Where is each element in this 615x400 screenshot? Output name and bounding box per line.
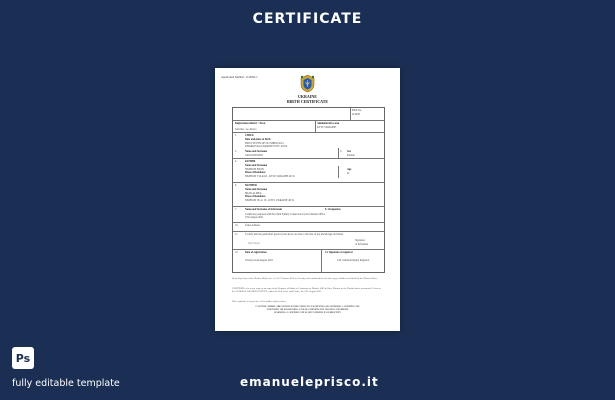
section-number: 7. [235,208,237,211]
footer-paragraph: In the Kyiv city of the Ukraine Birth (Act. 1) of 17 October 2014 on I certify and confirm this is the true copy of birth record held by the District Office. [232,277,378,280]
form-divider [233,231,384,232]
section-line: FIRST SEVEN OF OCTOBER 2014 [245,142,284,145]
registration-district-label: Registration district / Town [235,122,266,125]
form-divider [338,166,339,178]
website-label: emanueleprisco.it [240,375,379,389]
registrar-name: J.M. Sanchez Deputy Registrar [337,259,370,262]
section-heading: CHILD [245,134,254,137]
coat-of-arms-icon [299,74,316,93]
sex-label: Sex [347,150,351,153]
registrar-signature-label: 14. Signature of registrar [325,251,353,254]
section-line: 27th August 2021 [245,216,264,219]
footer-warning: WARNING: A CERTIFICATE IS NOT EVIDENCE OF IDENTITY [274,312,341,314]
section-heading: Name and Surname of Informant [245,208,283,211]
administrative-area-label: Administrative area [317,122,340,125]
form-divider [233,249,384,250]
section-line: SIMPSON HANS [245,168,264,171]
section-sub: Date and place of birth [245,138,271,141]
footer-warning: CAUTION: THERE ARE OFFENCES RELATING TO FALSIFYING OR ALTERING A CERTIFICATE [255,306,360,308]
photoshop-badge-text: Ps [15,351,31,365]
footer-paragraph: CERTIFIED to be a true copy of an entry in the Register of Births of Contractor of District 1683 in Kyiv Ukraine in the District above mentioned. Given at the GENERAL REGISTER OFFICE, under the Seal of the said Office, the 27th August 2021. [232,287,381,294]
editable-template-label: fully editable template [12,378,120,389]
section-line: Place of Residence [245,195,266,198]
section-heading: FATHER [245,160,256,163]
section-number: 1. [235,134,237,137]
section-sub: Name and Surname [245,188,268,191]
section-line: Twenty seven August 2021 [245,259,274,262]
section-heading: I certify that the particulars given by me above are true to the best of my knowledge and belief [245,233,344,236]
sex-value: Female [347,154,355,157]
section-line: SIMPSON Via to 18 - KYIV, UKRAINE 46 52 [245,199,295,202]
photoshop-icon [12,347,34,369]
section-sub: Name and Surname [245,164,268,167]
section-line: KHARKIVKA UKRAINE KYIV SOVA [245,145,288,148]
section-number: 2. [235,150,237,153]
form-divider [338,148,339,158]
section-side-number: 3. [340,150,342,153]
administrative-area-value: KYIV, UKRAINE [317,126,337,129]
page-title: CERTIFICATE [252,11,363,27]
section-heading: MOTHER [245,184,257,187]
section-heading: Usual Address [245,224,261,227]
section-line: MIAN ALMEA [245,192,262,195]
occupation-label: 8. Occupation [325,208,341,211]
certificate-title: BIRTH CERTIFICATE [286,99,329,104]
section-number: 6. [235,184,237,187]
certificate-form [232,107,385,273]
form-divider [233,182,384,183]
signature-label: Signature [355,239,365,242]
form-divider [350,108,351,120]
section-number: 12. [235,251,239,254]
form-divider [321,249,322,272]
form-divider [233,132,384,133]
registration-district-value: Sanctius / i.e. Kiewa [235,128,257,131]
age-value: 41 [347,172,350,175]
section-number: 10. [235,224,239,227]
form-divider [233,222,384,223]
birth-no-value: 415958 [352,113,360,116]
footer-warning: AND USING OR POSSESSING A FALSE CERTIFICATE CROWN COPYRIGHT [266,309,349,311]
form-divider [315,120,316,132]
certificate-country: UKRAINE [298,94,317,99]
informant-signature: Informant [248,241,260,245]
section-line: SAM ANTONIO [245,154,263,157]
age-label: Age [347,168,352,171]
section-heading: Name and Surname [245,150,268,153]
section-line: Certificate prepared with the Child Family Connection by the Ukraine Office [245,213,326,216]
birth-no-label: Birth No. [352,109,362,112]
application-number: Application Number: 1415954-1 [221,76,258,79]
section-line: SIMPSON VIA KAT - KYIV, UKRAINE 46 52 [245,175,295,178]
form-divider [233,120,384,121]
section-number: 4. [235,160,237,163]
section-line: Place of Residence [245,171,266,174]
signature-sublabel: of Informant [355,243,369,246]
certificate-preview [215,68,400,331]
form-divider [233,206,384,207]
section-heading: Date of registration [245,251,267,254]
section-number: 11. [235,233,239,236]
form-divider [233,158,384,159]
footer-paragraph: This certificate is issued free in the public register above. [232,300,287,303]
